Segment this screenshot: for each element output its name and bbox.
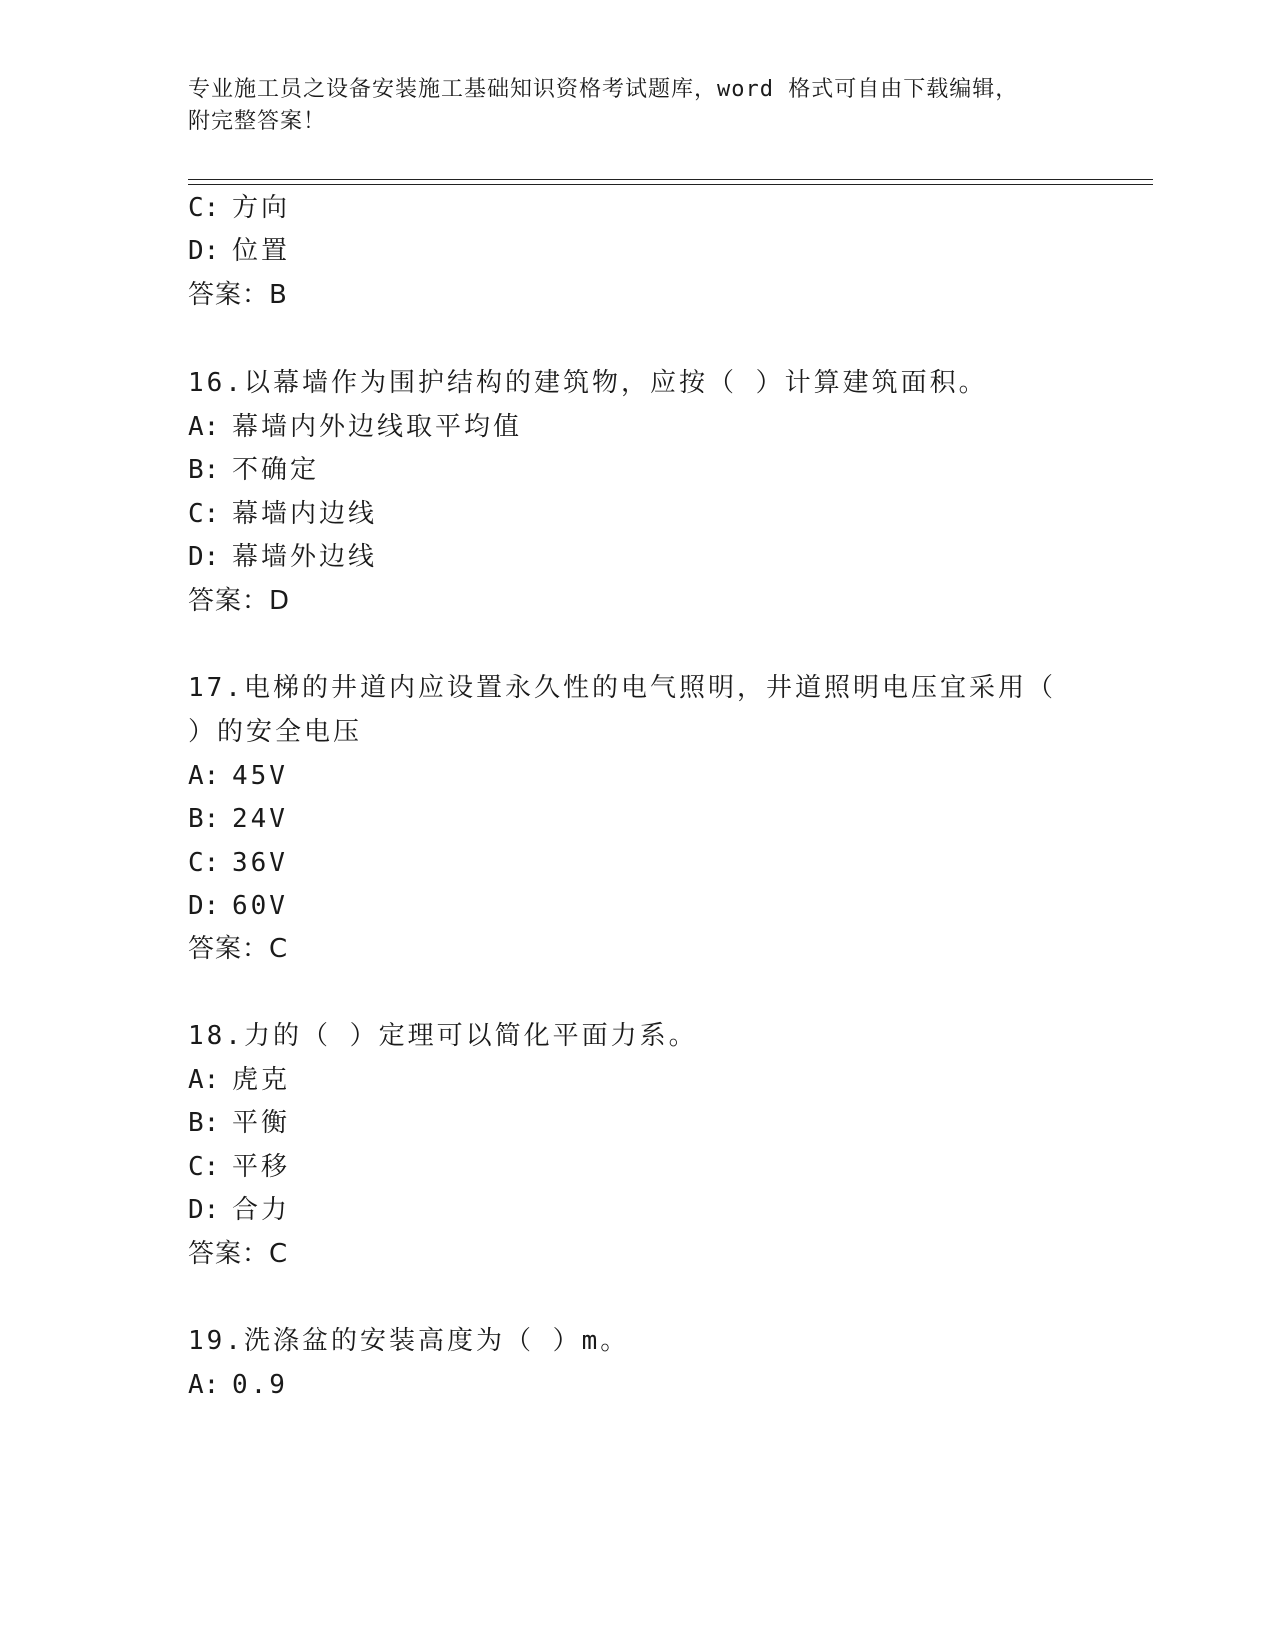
option-text: 36V [232, 848, 288, 878]
option-letter: C: [188, 1152, 220, 1182]
option-letter: B: [188, 804, 220, 834]
header-line-2: 附完整答案！ [188, 109, 327, 134]
option-b [188, 1106, 290, 1140]
option-text: 24V [232, 804, 288, 834]
option-text: 45V [232, 761, 288, 791]
question-stem: 18.力的（ ）定理可以简化平面力系。 [188, 1021, 698, 1051]
option-a [188, 1368, 288, 1402]
option-text: 方向 [232, 193, 291, 223]
option-letter: C: [188, 848, 220, 878]
option-letter: C: [188, 193, 220, 223]
option-c [188, 191, 290, 225]
option-a [188, 759, 288, 793]
option-text: 幕墙内外边线取平均值 [232, 412, 523, 442]
option-b [188, 802, 288, 836]
question-stem: 19.洗涤盆的安装高度为（ ）m。 [188, 1326, 630, 1356]
option-text: 平衡 [232, 1108, 291, 1138]
option-a [188, 1063, 290, 1097]
option-text: 0.9 [232, 1370, 288, 1400]
option-d [188, 234, 290, 268]
option-letter: B: [188, 1108, 220, 1138]
option-letter: A: [188, 1370, 220, 1400]
option-text: 位置 [232, 236, 291, 266]
option-letter: D: [188, 542, 220, 572]
option-text: 平移 [232, 1152, 291, 1182]
option-letter: C: [188, 499, 220, 529]
option-text: 幕墙外边线 [232, 542, 378, 572]
header-divider-bottom [188, 184, 1153, 185]
option-letter: D: [188, 1195, 220, 1225]
option-c [188, 497, 377, 531]
option-text: 不确定 [232, 455, 320, 485]
header-divider-top [188, 179, 1153, 180]
answer-line: 答案：C [188, 1239, 289, 1269]
option-text: 虎克 [232, 1065, 291, 1095]
answer-line: 答案：B [188, 280, 288, 310]
option-letter: D: [188, 891, 220, 921]
answer-line: 答案：C [188, 934, 289, 964]
question-stem: 16.以幕墙作为围护结构的建筑物，应按（ ）计算建筑面积。 [188, 368, 988, 398]
option-text: 60V [232, 891, 288, 921]
option-letter: A: [188, 1065, 220, 1095]
document-header [188, 74, 1088, 138]
option-text: 合力 [232, 1195, 291, 1225]
option-d [188, 540, 377, 574]
option-letter: A: [188, 761, 220, 791]
option-c [188, 1150, 290, 1184]
question-stem: 17.电梯的井道内应设置永久性的电气照明，井道照明电压宜采用（ [188, 673, 1056, 703]
question-stem-continued: ）的安全电压 [188, 717, 363, 747]
option-c [188, 846, 288, 880]
option-text: 幕墙内边线 [232, 499, 378, 529]
header-line-1: 专业施工员之设备安装施工基础知识资格考试题库，word 格式可自由下载编辑， [188, 77, 1019, 102]
option-letter: D: [188, 236, 220, 266]
option-letter: A: [188, 412, 220, 442]
answer-line: 答案：D [188, 586, 291, 616]
option-d [188, 1193, 290, 1227]
option-d [188, 889, 288, 923]
option-letter: B: [188, 455, 220, 485]
option-a [188, 410, 522, 444]
option-b [188, 453, 319, 487]
